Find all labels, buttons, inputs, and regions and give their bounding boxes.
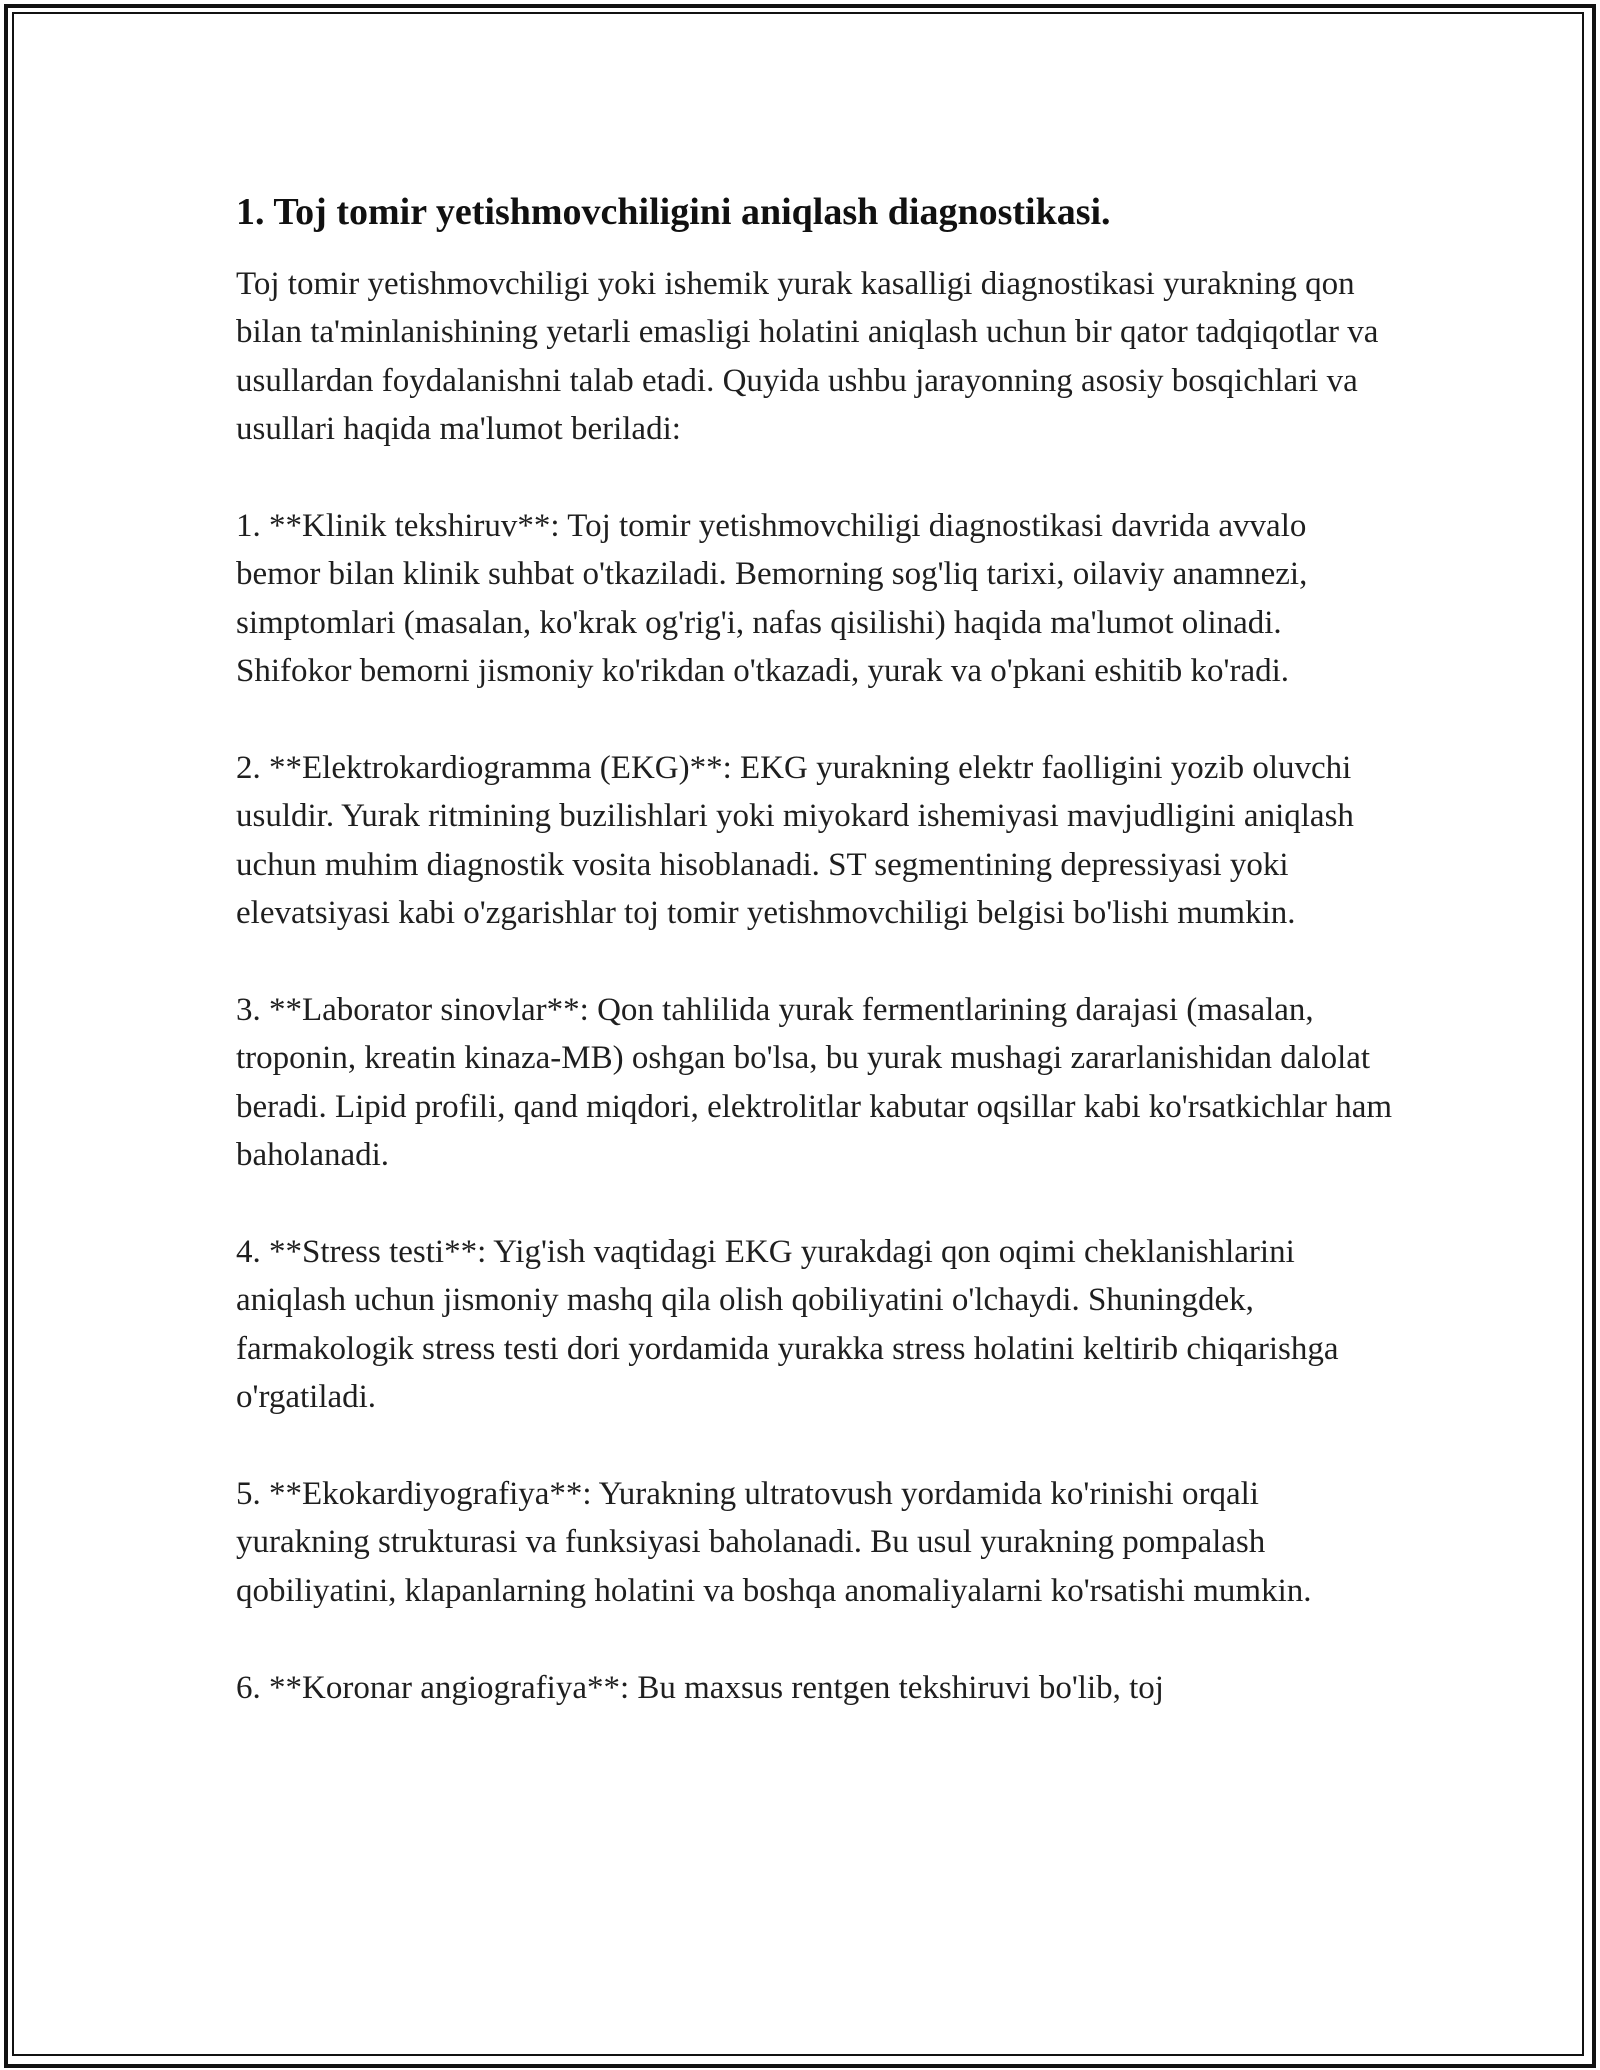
paragraph-klinik-tekshiruv: 1. **Klinik tekshiruv**: Toj tomir yetishmovchiligi diagnostikasi davrida avvalo bemor bilan klinik suhbat o'tkaziladi. Bemorning sog'liq tarixi, oilaviy anamnezi, simptomlari (masalan, ko'krak og'rig'i, nafas qisilishi) haqida ma'lumot olinadi. Shifokor bemorni jismoniy ko'rikdan o'tkazadi, yurak va o'pkani eshitib ko'radi. [236, 508, 1308, 690]
paragraph-koronar-angiografiya: 6. **Koronar angiografiya**: Bu maxsus rentgen tekshiruvi bo'lib, toj [236, 1669, 1164, 1706]
paragraph-stress-testi: 4. **Stress testi**: Yig'ish vaqtidagi EKG yurakdagi qon oqimi cheklanishlarini aniqlash uchun jismoniy mashq qila olish qobiliyatini o'lchaydi. Shuningdek, farmakologik stress testi dori yordamida yurakka stress holatini keltirib chiqarishga o'rgatiladi. [236, 1234, 1339, 1416]
paragraph-ekg: 2. **Elektrokardiogramma (EKG)**: EKG yurakning elektr faolligini yozib oluvchi usuldir. Yurak ritmining buzilishlari yoki miyokard ishemiyasi mavjudligini aniqlash uchun muhim diagnostik vosita hisoblanadi. ST segmentining depressiyasi yoki elevatsiyasi kabi o'zgarishlar toj tomir yetishmovchiligi belgisi bo'lishi mumkin. [236, 750, 1354, 932]
document-body [236, 188, 1396, 1712]
document-title: 1. Toj tomir yetishmovchiligini aniqlash diagnostikasi. [236, 191, 1111, 233]
intro-paragraph: Toj tomir yetishmovchiligi yoki ishemik yurak kasalligi diagnostikasi yurakning qon bilan ta'minlanishining yetarli emasligi holatini aniqlash uchun bir qator tadqiqotlar va usullardan foydalanishni talab etadi. Quyida ushbu jarayonning asosiy bosqichlari va usullari haqida ma'lumot beriladi: [236, 266, 1379, 448]
paragraph-laborator-sinovlar: 3. **Laborator sinovlar**: Qon tahlilida yurak fermentlarining darajasi (masalan, troponin, kreatin kinaza-MB) oshgan bo'lsa, bu yurak mushagi zararlanishidan dalolat beradi. Lipid profili, qand miqdori, elektrolitlar kabutar oqsillar kabi ko'rsatkichlar ham baholanadi. [236, 992, 1393, 1174]
paragraph-ekokardiyografiya: 5. **Ekokardiyografiya**: Yurakning ultratovush yordamida ko'rinishi orqali yurakning strukturasi va funksiyasi baholanadi. Bu usul yurakning pompalash qobiliyatini, klapanlarning holatini va boshqa anomaliyalarni ko'rsatishi mumkin. [236, 1476, 1312, 1609]
